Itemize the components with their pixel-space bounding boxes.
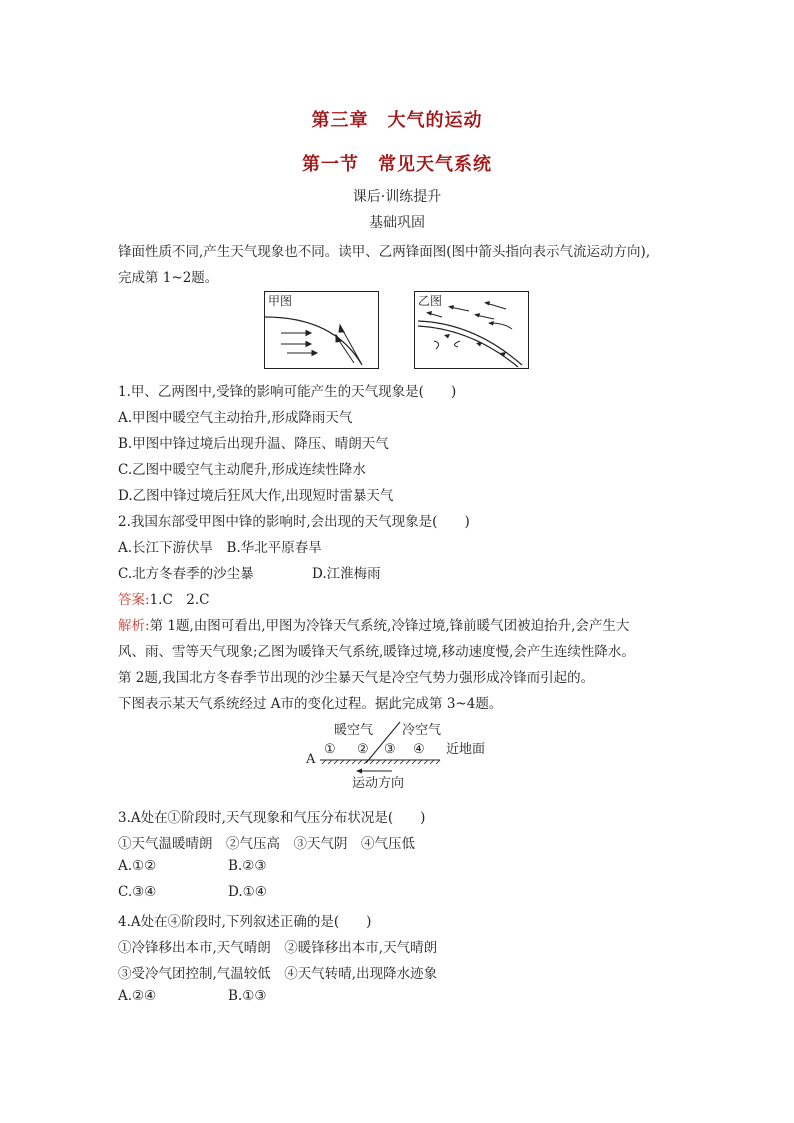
stage-1: ①	[324, 742, 336, 757]
figure-yi-label: 乙图	[418, 294, 443, 308]
stage-4: ④	[413, 742, 425, 757]
q1-option-a: A.甲图中暖空气主动抬升,形成降雨天气	[118, 410, 353, 426]
analysis-line-2: 风、雨、雪等天气现象;乙图为暖锋天气系统,暖锋过境,移动速度慢,会产生连续性降水。	[118, 644, 635, 660]
q4-option-b: B.①③	[228, 988, 267, 1004]
q3-option-a: A.①②	[118, 858, 157, 874]
q1-option-b: B.甲图中锋过境后出现升温、降压、晴朗天气	[118, 436, 389, 452]
analysis-text-1: 第 1题,由图可看出,甲图为冷锋天气系统,冷锋过境,锋前暖气团被迫抬升,会产生大	[149, 618, 630, 634]
figure-front-diagram	[300, 718, 500, 794]
stage-3: ③	[384, 742, 396, 757]
ground-label: 近地面	[446, 742, 486, 757]
section-title: 第一节 常见天气系统	[302, 154, 492, 175]
figure-yi	[414, 291, 530, 370]
q3-stem: 3.A处在①阶段时,天气现象和气压分布状况是( )	[118, 810, 426, 826]
analysis-line-1	[118, 614, 629, 634]
analysis-line-3: 第 2题,我国北方冬春季节出现的沙尘暴天气是冷空气势力强形成冷锋而引起的。	[118, 670, 595, 686]
figure-jia	[264, 291, 380, 370]
q2-option-c: C.北方冬春季的沙尘暴	[118, 566, 254, 582]
q3-option-c: C.③④	[118, 884, 157, 900]
answer-text: 1.C 2.C	[149, 592, 210, 608]
level-heading: 基础巩固	[369, 215, 425, 231]
q3-items: ①天气温暖晴朗 ②气压高 ③天气阴 ④气压低	[118, 836, 415, 852]
q3-option-b: B.②③	[228, 858, 267, 874]
stage-2: ②	[357, 742, 369, 757]
analysis-label: 解析:	[118, 618, 150, 634]
q3-option-d: D.①④	[228, 884, 267, 900]
intro-2: 下图表示某天气系统经过 A市的变化过程。据此完成第 3~4题。	[118, 696, 503, 712]
q4-stem: 4.A处在④阶段时,下列叙述正确的是( )	[118, 914, 372, 930]
subtitle: 课后·训练提升	[352, 189, 442, 205]
answer-line	[118, 588, 209, 608]
point-a-label: A	[306, 752, 316, 767]
q4-items-2: ③受冷气团控制,气温较低 ④天气转晴,出现降水迹象	[118, 966, 438, 982]
warm-air-label: 暖空气	[334, 723, 374, 738]
q2-options-ab: A.长江下游伏旱 B.华北平原春旱	[118, 540, 322, 556]
q2-stem: 2.我国东部受甲图中锋的影响时,会出现的天气现象是( )	[118, 514, 470, 530]
q1-option-d: D.乙图中锋过境后狂风大作,出现短时雷暴天气	[118, 488, 394, 504]
figure-jia-label: 甲图	[268, 294, 293, 308]
q1-option-c: C.乙图中暖空气主动爬升,形成连续性降水	[118, 462, 366, 478]
q2-option-d: D.江淮梅雨	[312, 566, 381, 582]
q4-items-1: ①冷锋移出本市,天气晴朗 ②暖锋移出本市,天气晴朗	[118, 940, 438, 956]
q1-stem: 1.甲、乙两图中,受锋的影响可能产生的天气现象是( )	[118, 384, 457, 400]
chapter-title: 第三章 大气的运动	[311, 110, 483, 131]
intro-line-1: 锋面性质不同,产生天气现象也不同。读甲、乙两锋面图(图中箭头指向表示气流运动方向),	[118, 244, 651, 260]
cold-air-label: 冷空气	[402, 723, 442, 738]
direction-label: 运动方向	[352, 776, 405, 791]
answer-label: 答案:	[118, 592, 150, 608]
intro-line-2: 完成第 1~2题。	[118, 270, 219, 286]
q4-option-a: A.②④	[118, 988, 157, 1004]
